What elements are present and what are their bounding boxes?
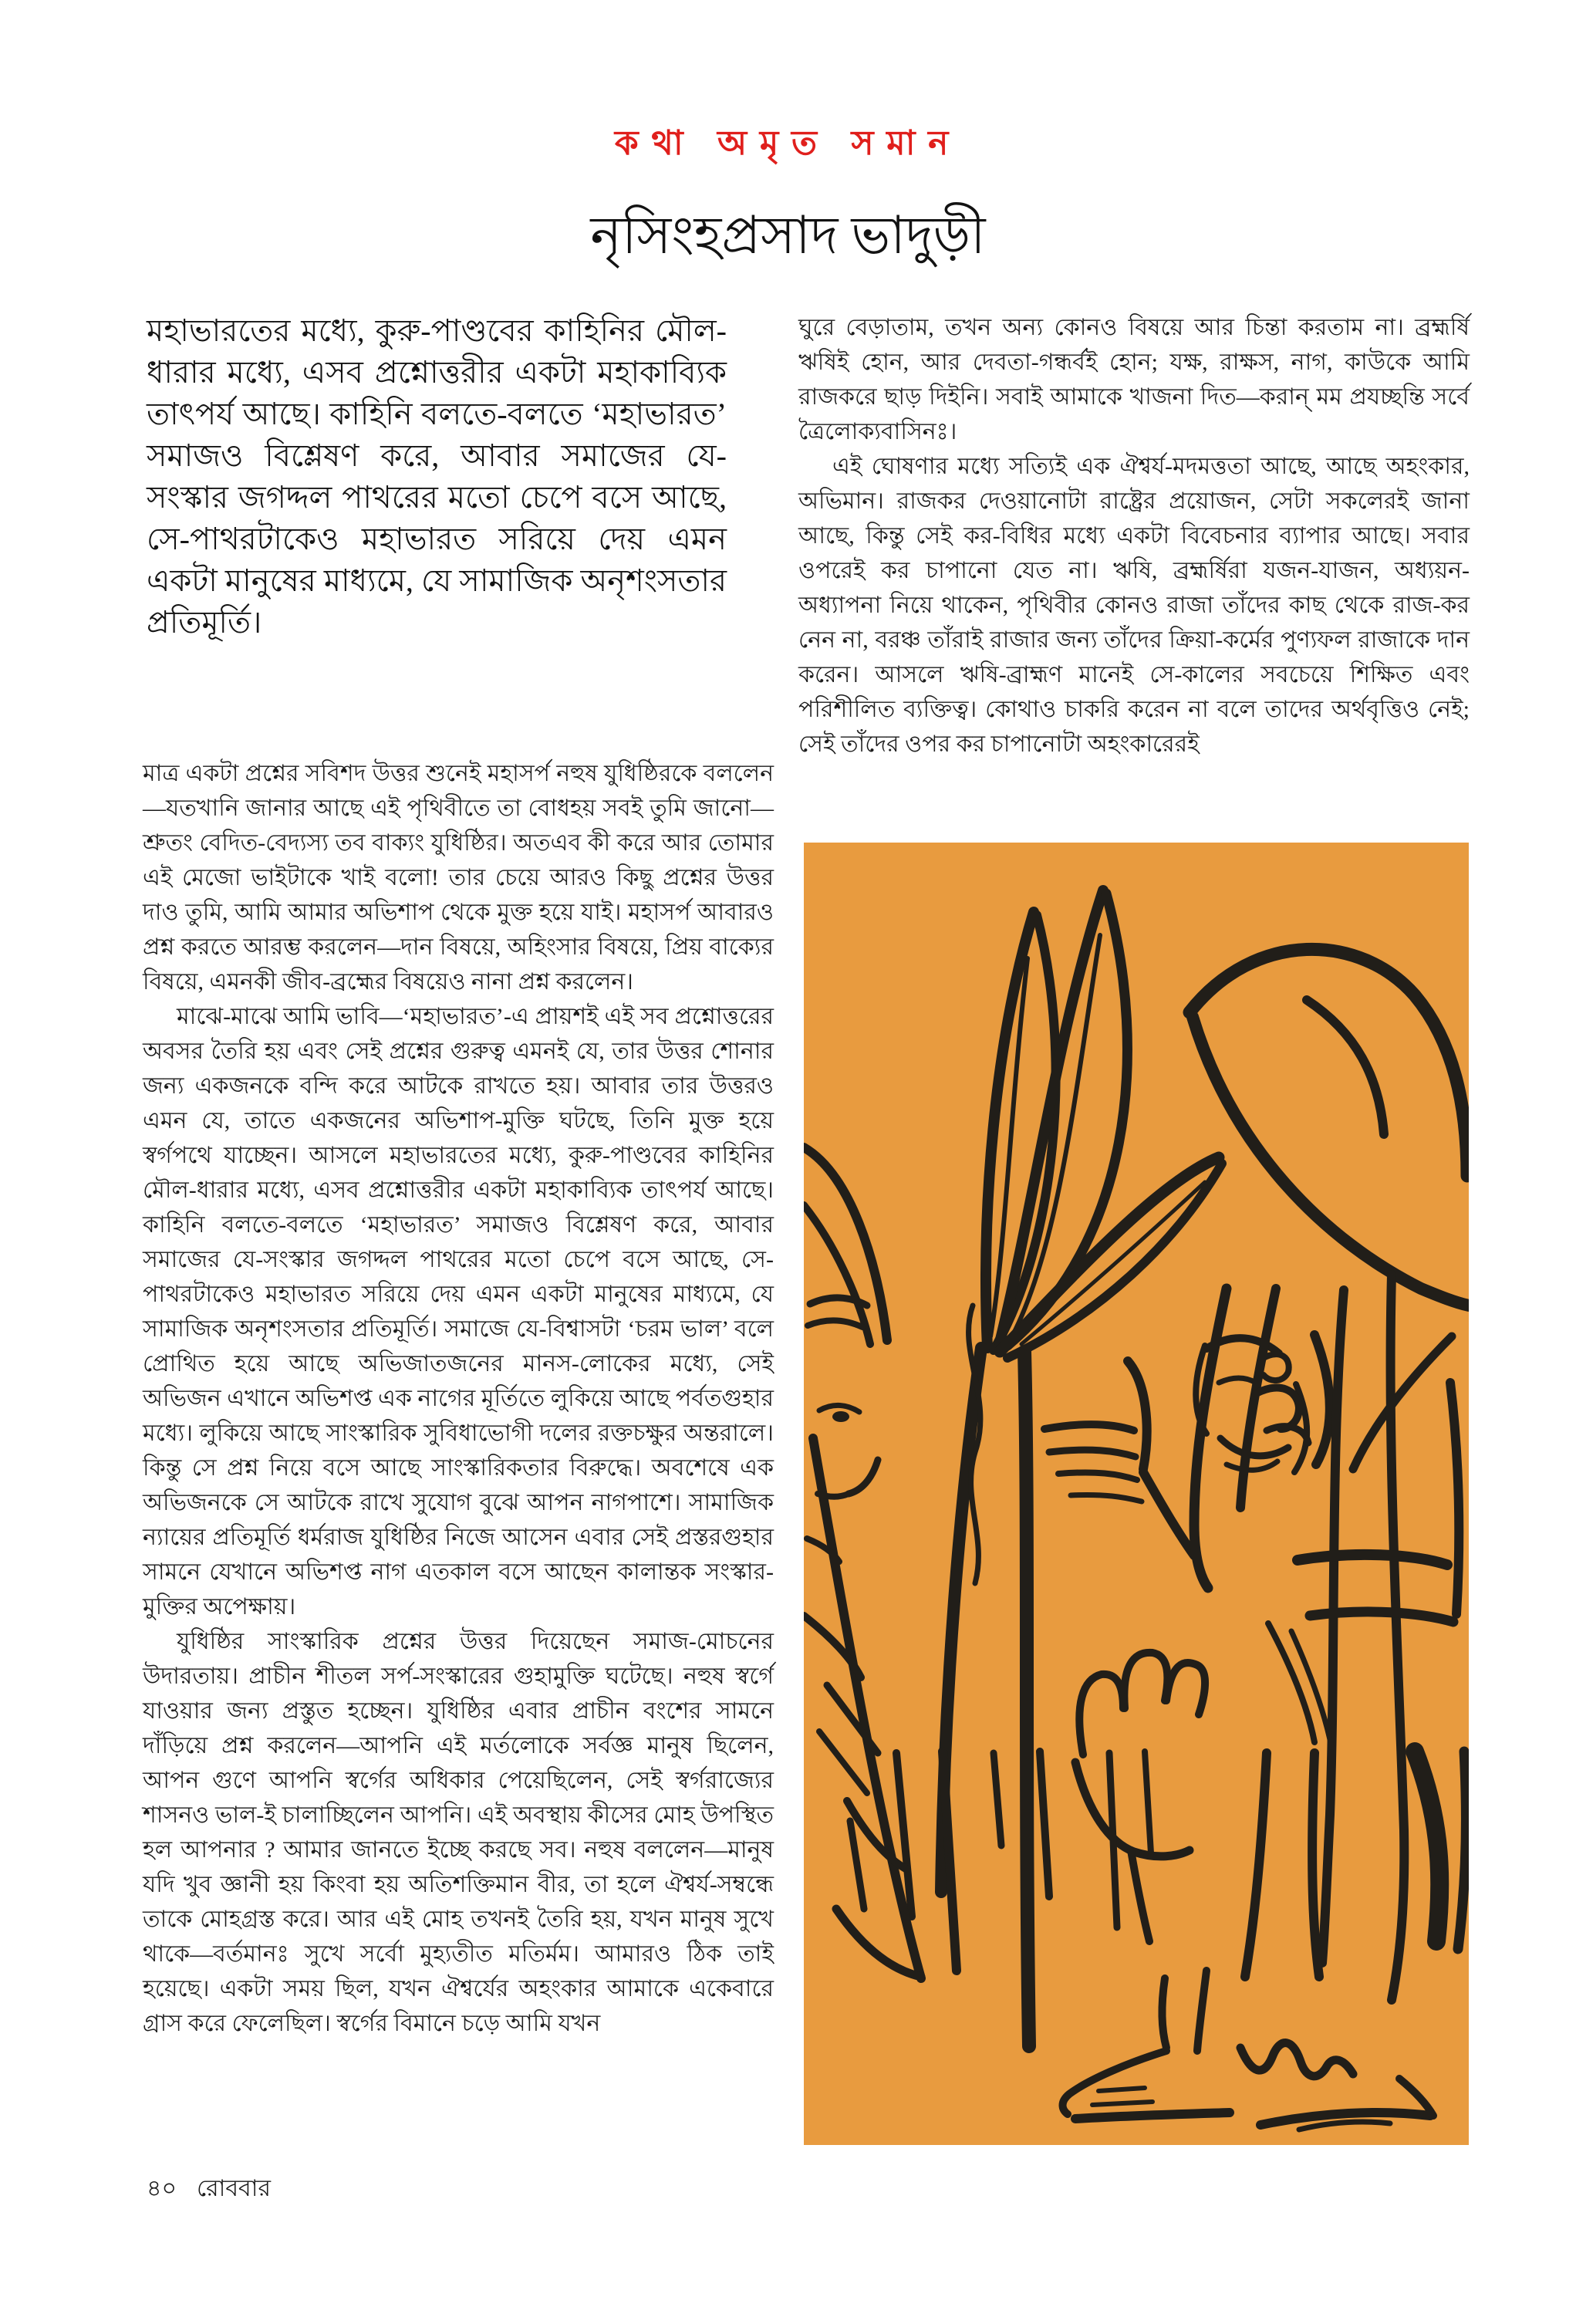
- leaf-cluster: [804, 890, 1222, 2046]
- ink-drawing: [804, 843, 1469, 2145]
- brush-ink-illustration: [804, 843, 1469, 2145]
- robe-hem-strokes: [813, 1438, 1151, 1978]
- page-number: ৪০: [147, 2176, 177, 2201]
- column-kicker-title: কথা অমৃত সমান: [614, 124, 962, 162]
- body-column-right: [798, 310, 1470, 762]
- figure-hands: [1044, 1289, 1308, 1941]
- page-footer: [147, 2170, 271, 2209]
- magazine-name: রোববার: [196, 2176, 271, 2201]
- figure-feet: [1063, 1753, 1434, 2130]
- paragraph: যুধিষ্ঠির সাংস্কারিক প্রশ্নের উত্তর দিয়েছেন সমাজ-মোচনের উদারতায়। প্রাচীন শীতল সর্প-সংস্কারের গুহামুক্তি ঘটেছে। নহুষ স্বর্গে যাওয়ার জন্য প্রস্তুত হচ্ছেন। যুধিষ্ঠির এবার প্রাচীন বংশের সামনে দাঁড়িয়ে প্রশ্ন করলেন—আপনি এই মর্তলোকে সর্বজ্ঞ মানুষ ছিলেন, আপন গুণে আপনি স্বর্গের অধিকার পেয়েছিলেন, সেই স্বর্গরাজ্যের শাসনও ভাল-ই চালাচ্ছিলেন আপনি। এই অবস্থায় কীসের মোহ উপস্থিত হল আপনার ? আমার জানতে ইচ্ছে করছে সব। নহুষ বললেন—মানুষ যদি খুব জ্ঞানী হয় কিংবা হয় অতিশক্তিমান বীর, তা হলে ঐশ্বর্য-সম্বন্ধে তাকে মোহগ্রস্ত করে। আর এই মোহ তখনই তৈরি হয়, যখন মানুষ সুখে থাকে—বর্তমানঃ সুখে সর্বো মুহ্যতীত মতির্মম। আমারও ঠিক তাই হয়েছে। একটা সময় ছিল, যখন ঐশ্বর্যের অহংকার আমাকে একেবারে গ্রাস করে ফেলেছিল। স্বর্গের বিমানে চড়ে আমি যখন: [143, 1629, 774, 2036]
- paragraph: এই ঘোষণার মধ্যে সত্যিই এক ঐশ্বর্য-মদমত্ততা আছে, আছে অহংকার, অভিমান। রাজকর দেওয়ানোটা রাষ্ট্রের প্রয়োজন, সেটা সকলেরই জানা আছে, কিন্তু সেই কর-বিধির মধ্যে একটা বিবেচনার ব্যাপার আছে। সবার ওপরেই কর চাপানো যেত না। ঋষি, ব্রহ্মর্ষিরা যজন-যাজন, অধ্যয়ন-অধ্যাপনা নিয়ে থাকেন, পৃথিবীর কোনও রাজা তাঁদের কাছ থেকে রাজ-কর নেন না, বরঞ্চ তাঁরাই রাজার জন্য তাঁদের ক্রিয়া-কর্মের পুণ্যফল রাজাকে দান করেন। আসলে ঋষি-ব্রাহ্মণ মানেই সে-কালের সবচেয়ে শিক্ষিত এবং পরিশীলিত ব্যক্তিত্ব। কোথাও চাকরি করেন না বলে তাদের অর্থবৃত্তিও নেই; সেই তাঁদের ওপর কর চাপানোটা অহংকারেরই: [798, 454, 1470, 757]
- body-column-left: [143, 756, 774, 2041]
- author-name: নৃসিংহপ্রসাদ ভাদুড়ী: [590, 206, 986, 265]
- intro-standfirst: মহাভারতের মধ্যে, কুরু-পাণ্ডবের কাহিনির মৌল-ধারার মধ্যে, এসব প্রশ্নোত্তরীর একটা মহাকাব্যিক তাৎপর্য আছে। কাহিনি বলতে-বলতে ‘মহাভারত’ সমাজও বিশ্লেষণ করে, আবার সমাজের যে-সংস্কার জগদ্দল পাথরের মতো চেপে বসে আছে, সে-পাথরটাকেও মহাভারত সরিয়ে দেয় এমন একটা মানুষের মাধ্যমে, যে সামাজিক অনৃশংসতার প্রতিমূর্তি।: [147, 313, 727, 640]
- paragraph: মাত্র একটা প্রশ্নের সবিশদ উত্তর শুনেই মহাসর্প নহুষ যুধিষ্ঠিরকে বললেন—যতখানি জানার আছে এই পৃথিবীতে তা বোধহয় সবই তুমি জানো—শ্রুতং বেদিত-বেদ্যস্য তব বাক্যং যুধিষ্ঠির। অতএব কী করে আর তোমার এই মেজো ভাইটাকে খাই বলো! তার চেয়ে আরও কিছু প্রশ্নের উত্তর দাও তুমি, আমি আমার অভিশাপ থেকে মুক্ত হয়ে যাই। মহাসর্প আবারও প্রশ্ন করতে আরম্ভ করলেন—দান বিষয়ে, অহিংসার বিষয়ে, প্রিয় বাক্যের বিষয়ে, এমনকী জীব-ব্রহ্মের বিষয়েও নানা প্রশ্ন করলেন।: [143, 761, 774, 995]
- left-figure-face: [804, 1298, 921, 1977]
- paragraph: মাঝে-মাঝে আমি ভাবি—‘মহাভারত’-এ প্রায়শই এই সব প্রশ্নোত্তরের অবসর তৈরি হয় এবং সেই প্রশ্নের গুরুত্ব এমনই যে, তার উত্তর শোনার জন্য একজনকে বন্দি করে আটকে রাখতে হয়। আবার তার উত্তরও এমন যে, তাতে একজনের অভিশাপ-মুক্তি ঘটছে, তিনি মুক্ত হয়ে স্বর্গপথে যাচ্ছেন। আসলে মহাভারতের মধ্যে, কুরু-পাণ্ডবের কাহিনির মৌল-ধারার মধ্যে, এসব প্রশ্নোত্তরীর একটা মহাকাব্যিক তাৎপর্য আছে। কাহিনি বলতে-বলতে ‘মহাভারত’ সমাজও বিশ্লেষণ করে, আবার সমাজের যে-সংস্কার জগদ্দল পাথরের মতো চেপে বসে আছে, সে-পাথরটাকেও মহাভারত সরিয়ে দেয় এমন একটা মানুষের মাধ্যমে, যে সামাজিক অনৃশংসতার প্রতিমূর্তি। সমাজে যে-বিশ্বাসটা ‘চরম ভাল’ বলে প্রোথিত হয়ে আছে অভিজাতজনের মানস-লোকের মধ্যে, সেই অভিজন এখানে অভিশপ্ত এক নাগের মূর্তিতে লুকিয়ে আছে পর্বতগুহার মধ্যে। লুকিয়ে আছে সাংস্কারিক সুবিধাভোগী দলের রক্তচক্ষুর অন্তরালে। কিন্তু সে প্রশ্ন নিয়ে বসে আছে সাংস্কারিকতার বিরুদ্ধে। অবশেষে এক অভিজনকে সে আটকে রাখে সুযোগ বুঝে আপন নাগপাশে। সামাজিক ন্যায়ের প্রতিমূর্তি ধর্মরাজ যুধিষ্ঠির নিজে আসেন এবার সেই প্রস্তরগুহার সামনে যেখানে অভিশপ্ত নাগ এতকাল বসে আছেন কালান্তক সংস্কার-মুক্তির অপেক্ষায়।: [143, 1004, 774, 1620]
- paragraph: ঘুরে বেড়াতাম, তখন অন্য কোনও বিষয়ে আর চিন্তা করতাম না। ব্রহ্মর্ষি ঋষিই হোন, আর দেবতা-গন্ধর্বই হোন; যক্ষ, রাক্ষস, নাগ, কাউকে আমি রাজকরে ছাড় দিইনি। সবাই আমাকে খাজনা দিত—করান্ মম প্রযচ্ছন্তি সর্বে ত্রৈলোক্যবাসিনঃ।: [798, 315, 1470, 444]
